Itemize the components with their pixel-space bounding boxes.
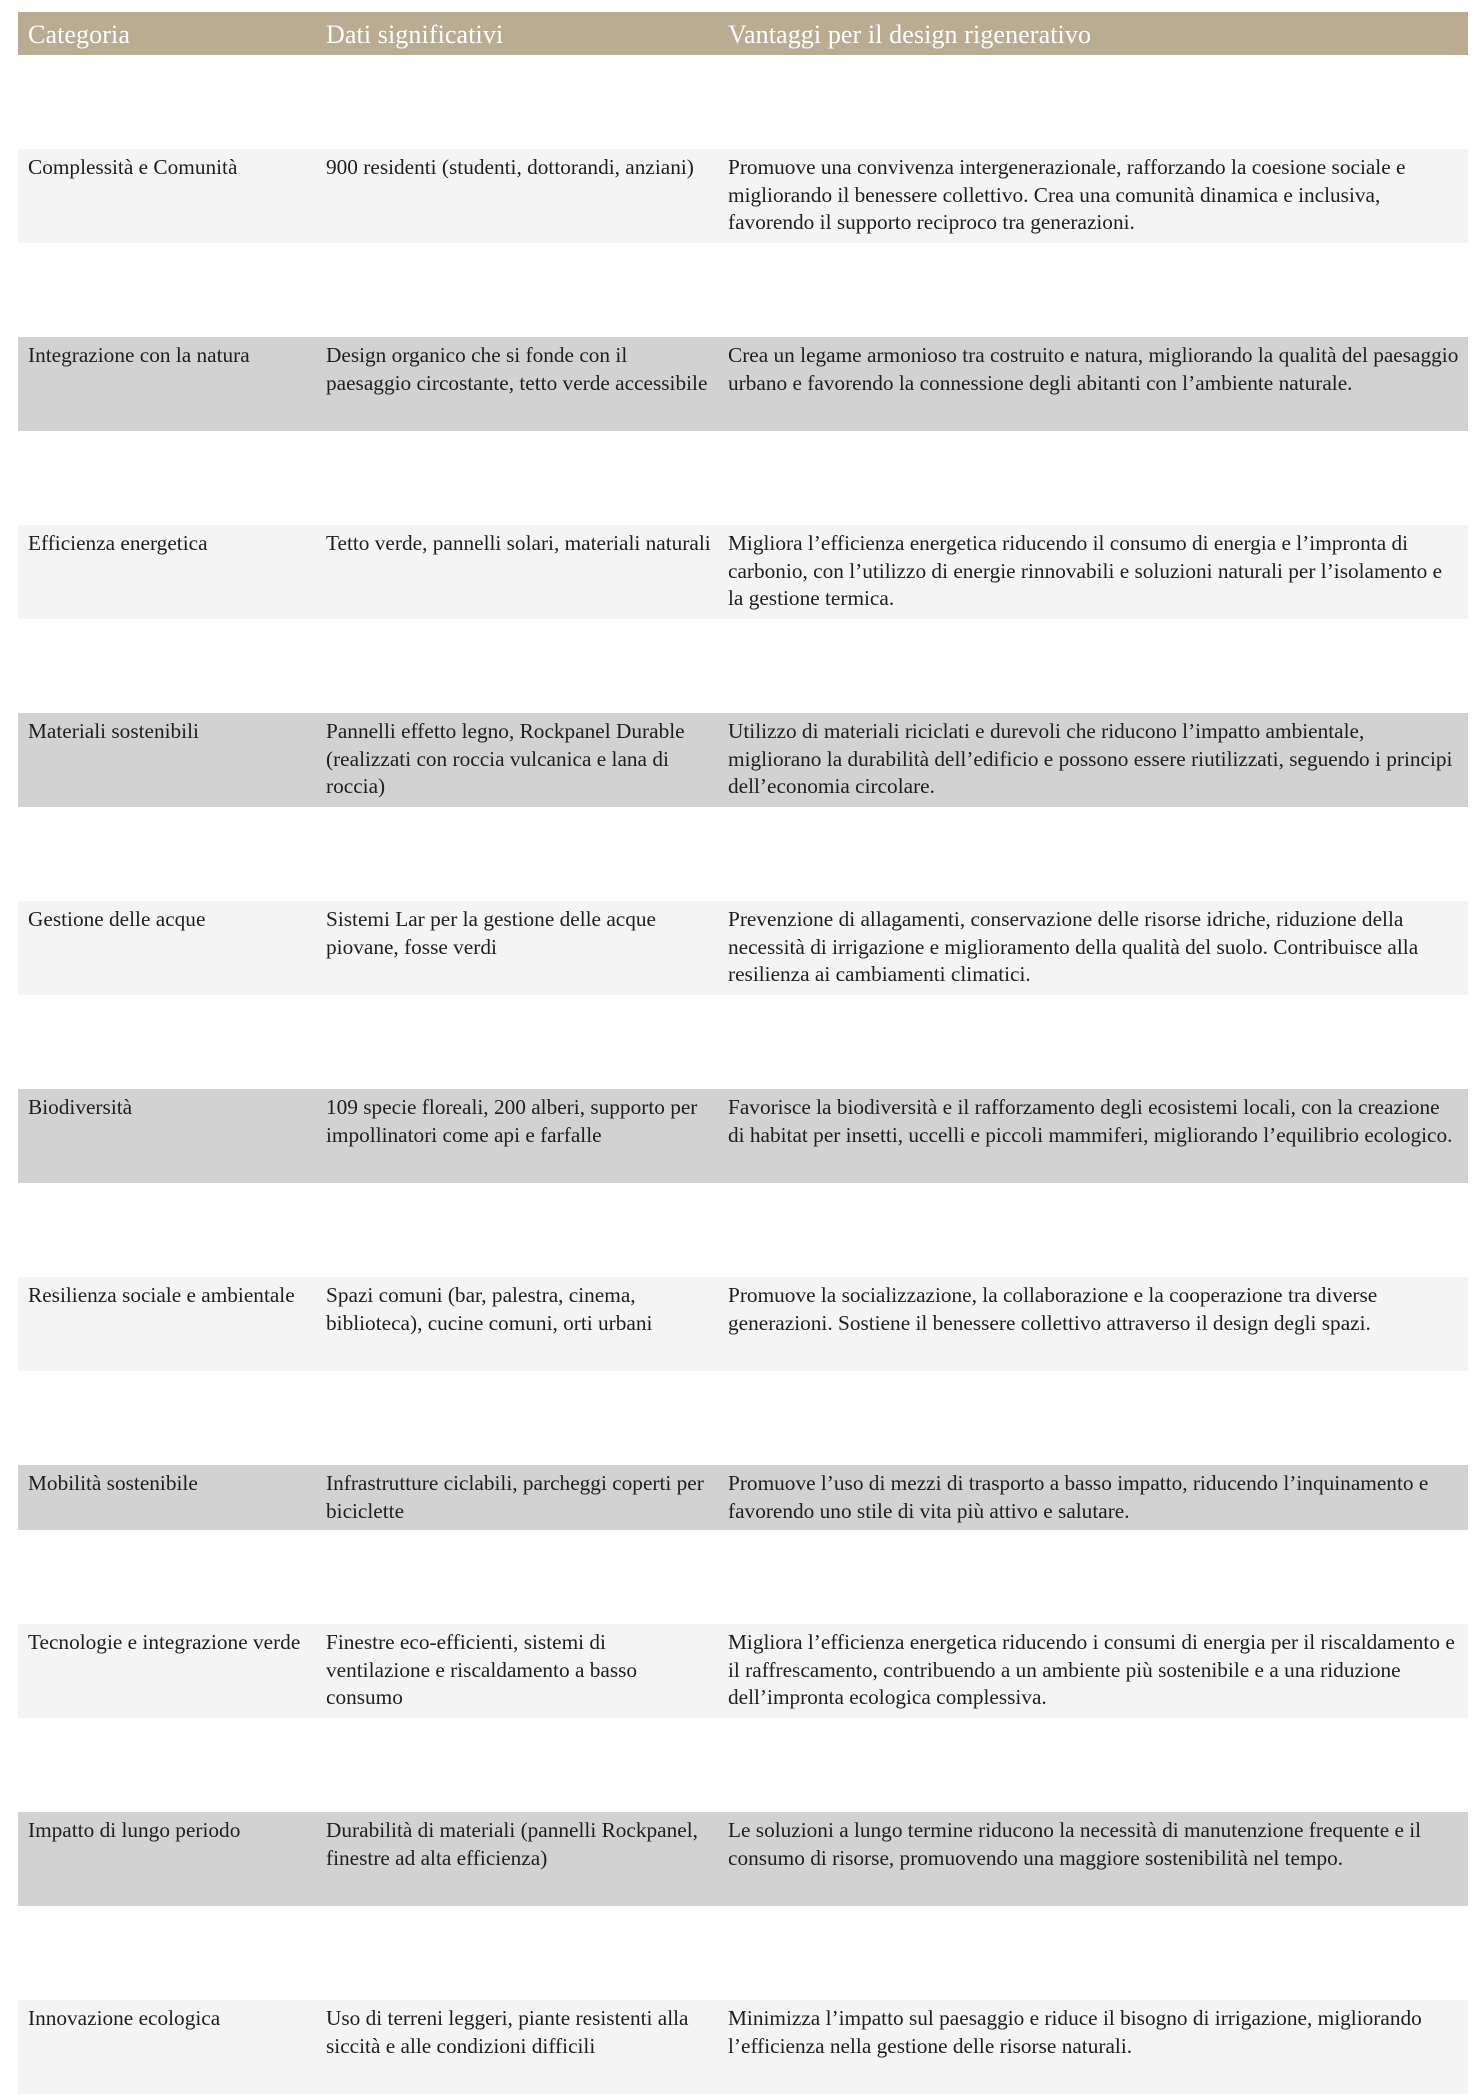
cell-vantaggi: Crea un legame armonioso tra costruito e natura, migliorando la qualità del paesaggio urbano e favorendo la connessione degli abitanti con l’ambiente naturale.	[728, 343, 1459, 395]
cell-dati: Uso di terreni leggeri, piante resistenti alla siccità e alle condizioni difficili	[326, 2006, 689, 2058]
cell-categoria: Materiali sostenibili	[28, 719, 199, 743]
table-row	[18, 149, 1468, 243]
cell-categoria: Biodiversità	[28, 1095, 133, 1119]
header-categoria: Categoria	[28, 20, 130, 49]
cell-dati: Pannelli effetto legno, Rockpanel Durable (realizzati con roccia vulcanica e lana di roccia)	[326, 719, 685, 798]
table-row	[18, 1465, 1468, 1530]
header-vantaggi: Vantaggi per il design rigenerativo	[728, 20, 1092, 49]
table-page	[18, 12, 1468, 2094]
cell-dati: Finestre eco-efficienti, sistemi di ventilazione e riscaldamento a basso consumo	[326, 1630, 638, 1709]
table-row	[18, 337, 1468, 431]
cell-dati: 109 specie floreali, 200 alberi, supporto per impollinatori come api e farfalle	[326, 1095, 698, 1147]
table-row	[18, 1277, 1468, 1371]
data-table	[18, 12, 1468, 2094]
cell-categoria: Resilienza sociale e ambientale	[28, 1283, 295, 1307]
cell-vantaggi: Utilizzo di materiali riciclati e durevoli che riducono l’impatto ambientale, migliorano la durabilità dell’edificio e possono essere riutilizzati, seguendo i principi dell’economia circolare.	[728, 719, 1453, 798]
cell-categoria: Complessità e Comunità	[28, 155, 238, 179]
cell-vantaggi: Promuove la socializzazione, la collaborazione e la cooperazione tra diverse generazioni. Sostiene il benessere collettivo attraverso il design degli spazi.	[728, 1283, 1378, 1335]
cell-vantaggi: Prevenzione di allagamenti, conservazione delle risorse idriche, riduzione della necessità di irrigazione e miglioramento della qualità del suolo. Contribuisce alla resilienza ai cambiamenti climatici.	[728, 907, 1419, 986]
cell-vantaggi: Minimizza l’impatto sul paesaggio e riduce il bisogno di irrigazione, migliorando l’efficienza nella gestione delle risorse naturali.	[728, 2006, 1422, 2058]
table-row	[18, 1812, 1468, 1906]
header-row	[18, 12, 1468, 55]
cell-dati: Sistemi Lar per la gestione delle acque piovane, fosse verdi	[326, 907, 656, 959]
table-row	[18, 1089, 1468, 1183]
table-header	[18, 12, 1468, 55]
table-body	[18, 55, 1468, 2094]
cell-categoria: Impatto di lungo periodo	[28, 1818, 241, 1842]
cell-vantaggi: Le soluzioni a lungo termine riducono la necessità di manutenzione frequente e il consumo di risorse, promuovendo una maggiore sostenibilità nel tempo.	[728, 1818, 1422, 1870]
table-row	[18, 2000, 1468, 2094]
header-dati: Dati significativi	[326, 20, 504, 49]
cell-vantaggi: Migliora l’efficienza energetica riducendo il consumo di energia e l’impronta di carbonio, con l’utilizzo di energie rinnovabili e soluzioni naturali per l’isolamento e la gestione termica.	[728, 531, 1443, 610]
cell-categoria: Efficienza energetica	[28, 531, 208, 555]
table-row	[18, 713, 1468, 807]
cell-vantaggi: Promuove una convivenza intergenerazionale, rafforzando la coesione sociale e migliorando il benessere collettivo. Crea una comunità dinamica e inclusiva, favorendo il supporto reciproco tra generazioni.	[728, 155, 1406, 234]
cell-dati: Infrastrutture ciclabili, parcheggi coperti per biciclette	[326, 1471, 704, 1523]
cell-categoria: Tecnologie e integrazione verde	[28, 1630, 301, 1654]
cell-dati: Design organico che si fonde con il paesaggio circostante, tetto verde accessibile	[326, 343, 708, 395]
cell-vantaggi: Migliora l’efficienza energetica riducendo i consumi di energia per il riscaldamento e il raffrescamento, contribuendo a un ambiente più sostenibile e a una riduzione dell’impronta ecologica complessiva.	[728, 1630, 1455, 1709]
cell-categoria: Gestione delle acque	[28, 907, 206, 931]
cell-categoria: Integrazione con la natura	[28, 343, 250, 367]
table-row	[18, 901, 1468, 995]
table-row	[18, 525, 1468, 619]
cell-dati: 900 residenti (studenti, dottorandi, anziani)	[326, 155, 694, 179]
cell-vantaggi: Favorisce la biodiversità e il rafforzamento degli ecosistemi locali, con la creazione di habitat per insetti, uccelli e piccoli mammiferi, migliorando l’equilibrio ecologico.	[728, 1095, 1453, 1147]
cell-dati: Tetto verde, pannelli solari, materiali naturali	[326, 531, 711, 555]
cell-categoria: Innovazione ecologica	[28, 2006, 221, 2030]
cell-categoria: Mobilità sostenibile	[28, 1471, 198, 1495]
cell-dati: Spazi comuni (bar, palestra, cinema, biblioteca), cucine comuni, orti urbani	[326, 1283, 653, 1335]
table-row	[18, 1624, 1468, 1718]
cell-vantaggi: Promuove l’uso di mezzi di trasporto a basso impatto, riducendo l’inquinamento e favorendo uno stile di vita più attivo e salutare.	[728, 1471, 1429, 1523]
cell-dati: Durabilità di materiali (pannelli Rockpanel, finestre ad alta efficienza)	[326, 1818, 698, 1870]
